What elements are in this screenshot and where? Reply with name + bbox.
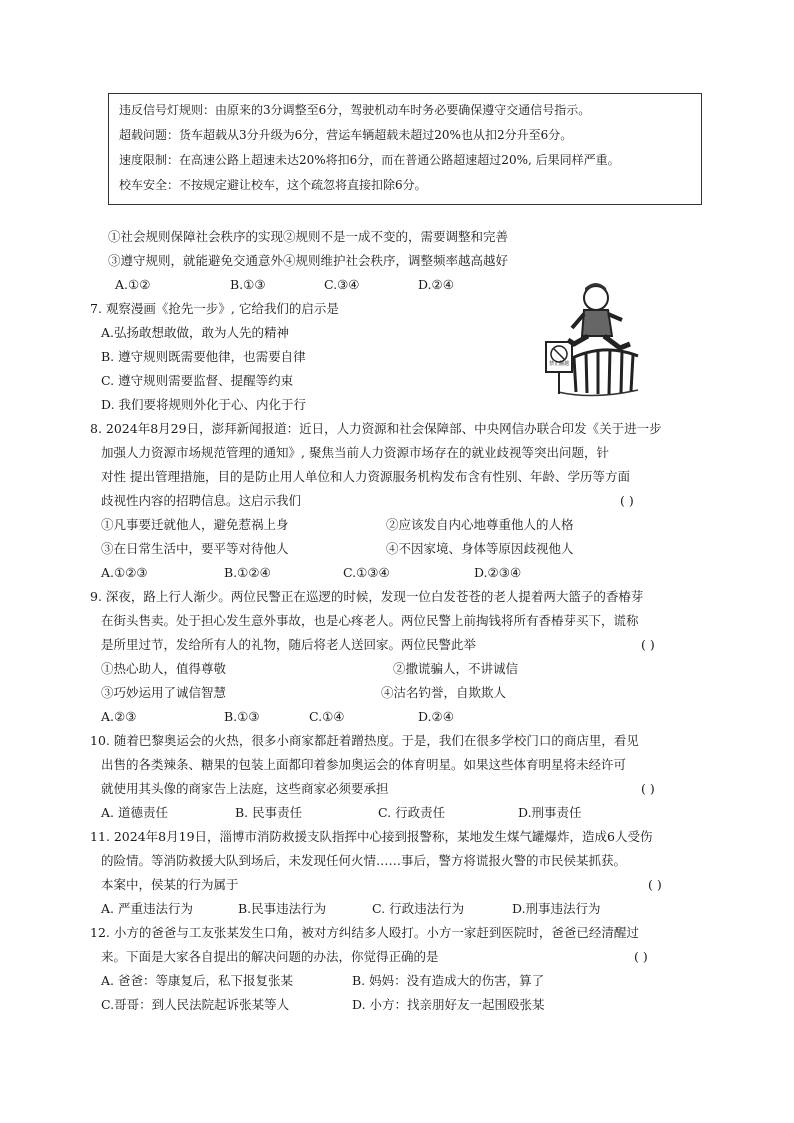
q8-statement: ③在日常生活中，要平等对待他人 [101,541,289,556]
q7-option-b: B. 遵守规则既需要他律，也需要自律 [101,349,306,364]
q12-option-a: A. 爸爸：等康复后，私下报复张某 [101,973,293,988]
q10-answer-paren: ( ) [641,781,655,796]
q6-option-c: C.③④ [324,277,360,292]
q8-option-a: A.①②③ [101,565,148,580]
q8-stem-line: 加强人力资源市场规范管理的通知》, 聚焦当前人力资源市场存在的就业歧视等突出问题，针 [101,445,609,460]
q10-option-a: A. 道德责任 [101,805,168,820]
sign-label: 禁止翻越 [548,361,569,367]
q6-option-d: D.②④ [418,277,454,292]
q8-option-d: D.②③④ [474,565,522,580]
rule-line: 违反信号灯规则：由原来的3分调整至6分，驾驶机动车时务必要确保遵守交通信号指示。 [119,103,591,117]
q8-option-b: B.①②④ [224,565,271,580]
q12-option-b: B. 妈妈：没有造成大的伤害，算了 [352,973,545,988]
q8-stem-line: 对性 提出管理措施，目的是防止用人单位和人力资源服务机构发布含有性别、年龄、学历等方面 [101,469,630,484]
q9-statement: ①热心助人，值得尊敬 [101,661,227,676]
q9-stem-line: 9. 深夜，路上行人渐少。两位民警正在巡逻的时候，发现一位白发苍苍的老人提着两大篮子的香椿芽 [90,589,644,604]
q10-option-b: B. 民事责任 [235,805,303,820]
q8-stem-line: 歧视性内容的招聘信息。这启示我们 [101,493,302,508]
q6-option-b: B.①③ [230,277,266,292]
q10-stem-line: 出售的各类辣条、糖果的包装上面都印着参加奥运会的体育明星。如果这些体育明星将未经许可 [101,757,627,772]
q12-answer-paren: ( ) [634,949,648,964]
q9-stem-line: 是所里过节，发给所有人的礼物，随后将老人送回家。两位民警此举 [101,637,477,652]
q8-statement: ①凡事要迁就他人，避免惹祸上身 [101,517,289,532]
q8-statement: ②应该发自内心地尊重他人的人格 [386,517,574,532]
boy-head [584,286,608,310]
q11-option-b: B.民事违法行为 [238,901,327,916]
q9-option-b: B.①③ [224,709,260,724]
q11-option-c: C. 行政违法行为 [372,901,465,916]
q7-option-c: C. 遵守规则需要监督、提醒等约束 [101,373,294,388]
q11-option-d: D.刑事违法行为 [512,901,601,916]
rule-line: 超载问题：货车超载从3分升级为6分，营运车辆超载未超过20%也从扣2分升至6分。 [119,128,573,142]
rule-line: 速度限制：在高速公路上超速未达20%将扣6分，而在普通公路超速超过20%, 后果同样严重。 [119,153,620,167]
q12-stem-line: 来。下面是大家各自提出的解决问题的办法，你觉得正确的是 [101,949,439,964]
q11-answer-paren: ( ) [648,877,662,892]
q9-stem-line: 在街头售卖。处于担心发生意外事故，也是心疼老人。两位民警上前掏钱将所有香椿芽买下，谎称 [101,613,639,628]
q12-option-d: D. 小方：找亲朋好友一起围殴张某 [352,997,545,1012]
q6-option-a: A.①② [115,277,151,292]
q8-option-c: C.①③④ [343,565,390,580]
q7-option-a: A.弘扬敢想敢做，敢为人先的精神 [101,325,290,340]
q6-statement: ①社会规则保障社会秩序的实现②规则不是一成不变的，需要调整和完善 [108,229,509,244]
rule-line: 校车安全：不按规定避让校车，这个疏忽将直接扣除6分。 [119,178,427,192]
rules-box [108,93,702,205]
q11-stem-line: 本案中，侯某的行为属于 [101,877,239,892]
q7-stem: 7. 观察漫画《抢先一步》, 它给我们的启示是 [90,301,339,316]
q6-statement: ③遵守规则，就能避免交通意外④规则维护社会秩序，调整频率越高越好 [108,253,509,268]
q11-option-a: A. 严重违法行为 [101,901,193,916]
q7-option-d: D. 我们要将规则外化于心、内化于行 [101,397,307,412]
q10-stem-line: 10. 随着巴黎奥运会的火热，很多小商家都赶着蹭热度。于是，我们在很多学校门口的商店里，看见 [90,733,639,748]
q9-option-c: C.①④ [309,709,345,724]
q9-statement: ④沽名钓誉，自欺欺人 [381,685,507,700]
q9-option-a: A.②③ [101,709,137,724]
q11-stem-line: 11. 2024年8月19日，淄博市消防救援支队指挥中心接到报警称，某地发生煤气罐爆炸，造成6人受伤 [90,829,653,844]
q9-statement: ②撒谎骗人，不讲诚信 [393,661,519,676]
q9-statement: ③巧妙运用了诚信智慧 [101,685,227,700]
q10-option-c: C. 行政责任 [378,805,446,820]
q8-answer-paren: ( ) [620,493,634,508]
q8-stem-line: 8. 2024年8月29日，澎拜新闻报道：近日，人力资源和社会保障部、中央网信办联合印发《关于进一步 [90,421,662,436]
q12-stem-line: 12. 小方的爸爸与工友张某发生口角，被对方纠结多人殴打。小方一家赶到医院时，爸爸已经清醒过 [90,925,639,940]
q12-option-c: C.哥哥：到人民法院起诉张某等人 [101,997,290,1012]
q9-answer-paren: ( ) [641,637,655,652]
q8-statement: ④不因家境、身体等原因歧视他人 [386,541,574,556]
q9-option-d: D.②④ [418,709,454,724]
cartoon-image [538,280,650,400]
q10-stem-line: 就使用其头像的商家告上法庭，这些商家必须要承担 [101,781,389,796]
q11-stem-line: 的险情。等消防救援大队到场后，未发现任何火情……事后，警方将谎报火警的市民侯某抓获。 [101,853,627,868]
q10-option-d: D.刑事责任 [518,805,582,820]
